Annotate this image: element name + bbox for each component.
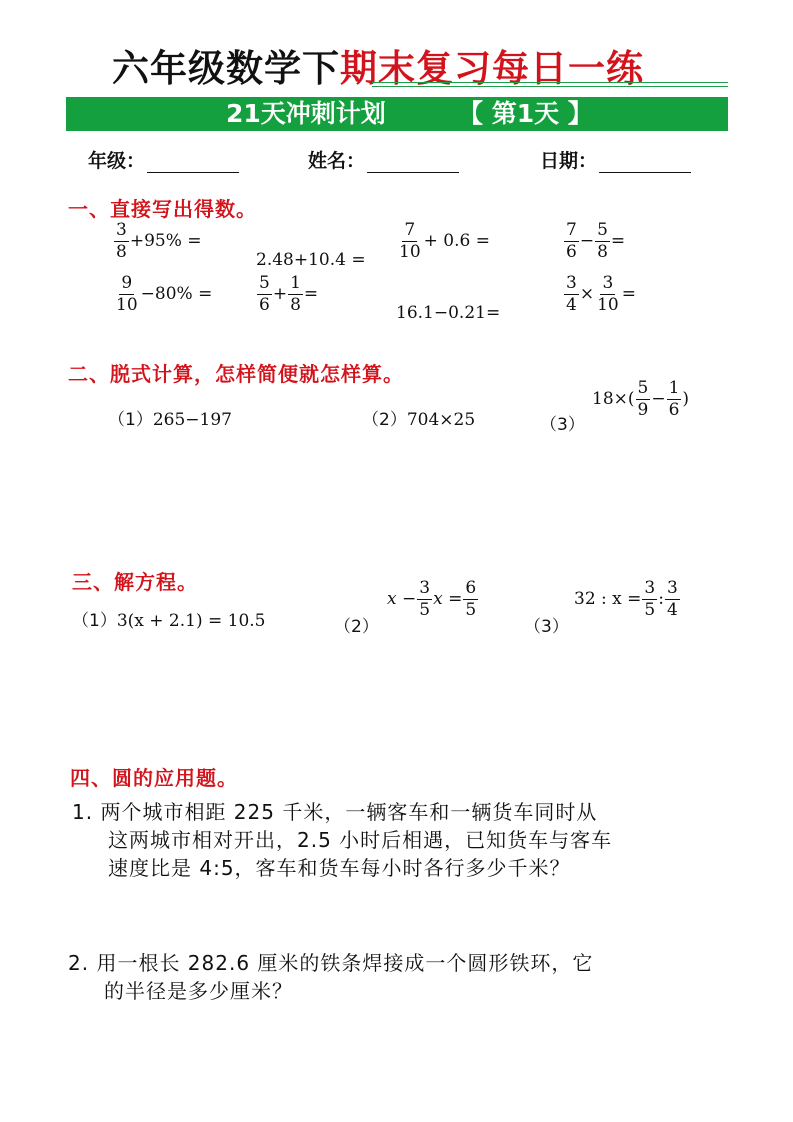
calc-item-1: （1）265−197 — [108, 410, 232, 430]
plan-banner — [66, 97, 728, 131]
grade-field[interactable] — [88, 146, 239, 173]
direct-item-c: $\frac{7}{10}$ + 0.6 = — [399, 220, 490, 262]
equation-2-label: （2） — [334, 617, 379, 637]
direct-item-g: 16.1−0.21= — [396, 303, 501, 323]
calc-item-2: （2）704×25 — [362, 410, 476, 430]
direct-item-f: $\frac{5}{6}$ + $\frac{1}{8}$ = — [259, 273, 319, 315]
title-red-part: 期末复习每日一练 — [340, 47, 644, 90]
word-problem-1-line-2: 这两城市相对开出，2.5 小时后相遇，已知货车与客车 — [108, 828, 613, 852]
word-problem-2-line-1: 2. 用一根长 282.6 厘米的铁条焊接成一个圆形铁环，它 — [68, 951, 594, 975]
word-problem-1-line-1: 1. 两个城市相距 225 千米，一辆客车和一辆货车同时从 — [72, 800, 598, 824]
date-label: 日期： — [540, 150, 598, 172]
word-problem-2-line-2: 的半径是多少厘米？ — [104, 979, 293, 1003]
direct-item-h: $\frac{3}{4}$ × $\frac{3}{10}$ = — [566, 273, 636, 315]
title-underline-top — [372, 82, 728, 83]
title-black-part: 六年级数学下 — [112, 47, 340, 90]
word-problem-1-line-3: 速度比是 4:5，客车和货车每小时各行多少千米？ — [108, 856, 571, 880]
calc-item-3: 18×( $\frac{5}{9}$ − $\frac{1}{6}$ ) — [592, 378, 690, 420]
section-1-heading: 一、直接写出得数。 — [68, 197, 257, 221]
banner-day: 【 第1天 】 — [458, 99, 593, 128]
section-3-heading: 三、解方程。 — [72, 570, 198, 594]
date-field[interactable] — [540, 146, 691, 173]
direct-item-e: $\frac{9}{10}$ −80% = — [116, 273, 213, 315]
section-4-heading: 四、圆的应用题。 — [70, 766, 238, 790]
grade-label: 年级： — [88, 150, 146, 172]
page-title — [112, 38, 644, 92]
direct-item-d: $\frac{7}{6}$ − $\frac{5}{8}$ = — [566, 220, 626, 262]
equation-2: x − $\frac{3}{5}$ x = $\frac{6}{5}$ — [387, 578, 477, 620]
banner-plan: 21天冲刺计划 — [226, 99, 386, 128]
grade-blank[interactable] — [147, 154, 239, 173]
name-field[interactable] — [308, 146, 459, 173]
calc-item-3-label: （3） — [540, 415, 585, 435]
direct-item-b: 2.48+10.4 = — [256, 250, 366, 270]
name-label: 姓名： — [308, 150, 366, 172]
date-blank[interactable] — [599, 154, 691, 173]
equation-3-label: （3） — [524, 617, 569, 637]
name-blank[interactable] — [367, 154, 459, 173]
title-underline-bottom — [372, 86, 728, 87]
equation-3: 32 : x = $\frac{3}{5}$ : $\frac{3}{4}$ — [574, 578, 678, 620]
direct-item-a: $\frac{3}{8}$ +95% = — [116, 220, 202, 262]
section-2-heading: 二、脱式计算，怎样简便就怎样算。 — [68, 362, 404, 386]
equation-1: （1）3(x + 2.1) = 10.5 — [72, 611, 266, 631]
